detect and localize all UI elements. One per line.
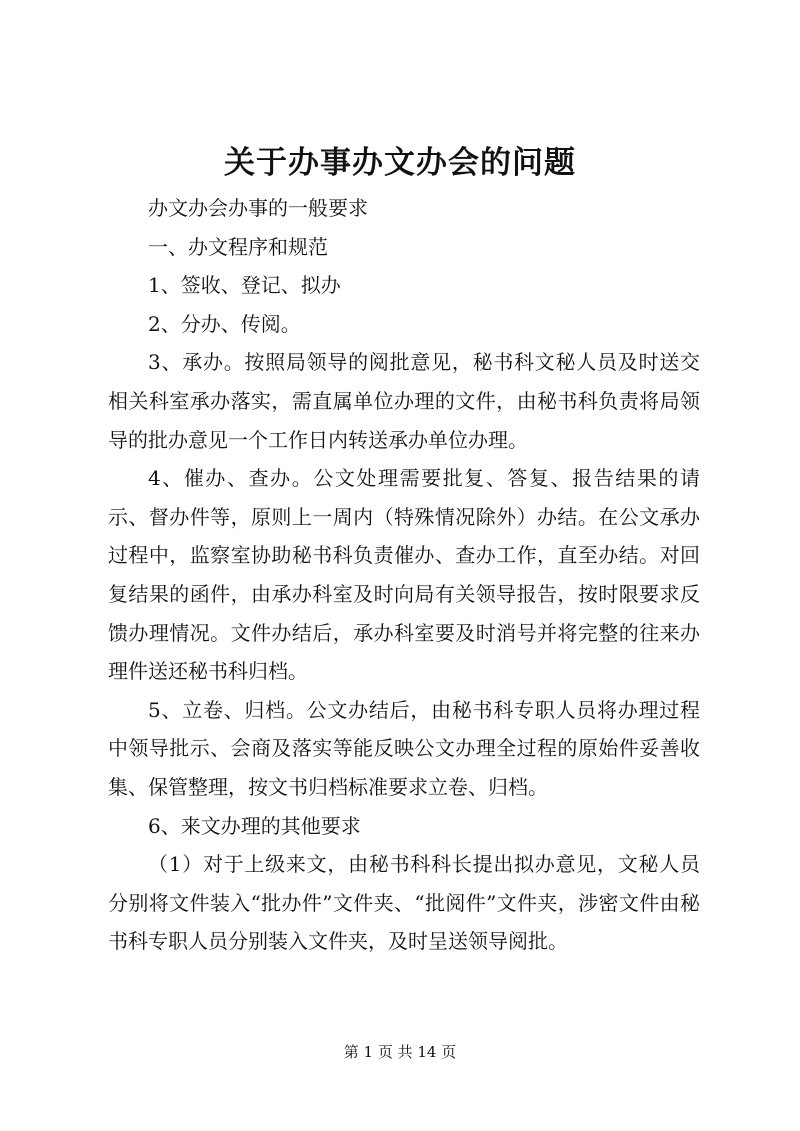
paragraph-section-one-heading: 一、办文程序和规范 bbox=[148, 234, 328, 259]
paragraph-item-6: 6、来文办理的其他要求 bbox=[148, 813, 361, 838]
paragraph-item-4: 4、催办、查办。公文处理需要批复、答复、报告结果的请示、督办件等，原则上一周内（特殊情况除外）办结。在公文承办过程中，监察室协助秘书科负责催办、查办工作，直至办结。对回复结果的函件，由承办科室及时向局有关领导报告，按时限要求反馈办理情况。文件办结后，承办科室要及时消号并将完整的往来办理件送还秘书科归档。 bbox=[108, 466, 700, 684]
paragraph-item-2: 2、分办、传阅。 bbox=[148, 311, 301, 336]
paragraph-item-1: 1、签收、登记、拟办 bbox=[148, 273, 341, 298]
document-title: 关于办事办文办会的问题 bbox=[224, 145, 576, 181]
document-body bbox=[108, 189, 700, 961]
paragraph-item-3: 3、承办。按照局领导的阅批意见，秘书科文秘人员及时送交相关科室承办落实，需直属单位办理的文件，由秘书科负责将局领导的批办意见一个工作日内转送承办单位办理。 bbox=[108, 350, 700, 452]
paragraph-general-requirements: 办文办会办事的一般要求 bbox=[148, 196, 368, 220]
paragraph-subitem-1: （1）对于上级来文，由秘书科科长提出拟办意见，文秘人员分别将文件装入“批办件”文件夹、“批阅件”文件夹，涉密文件由秘书科专职人员分别装入文件夹，及时呈送领导阅批。 bbox=[108, 852, 700, 954]
paragraph-item-5: 5、立卷、归档。公文办结后，由秘书科专职人员将办理过程中领导批示、会商及落实等能反映公文办理全过程的原始件妥善收集、保管整理，按文书归档标准要求立卷、归档。 bbox=[108, 697, 700, 799]
page-footer: 第 1 页 共 14 页 bbox=[343, 1043, 457, 1061]
